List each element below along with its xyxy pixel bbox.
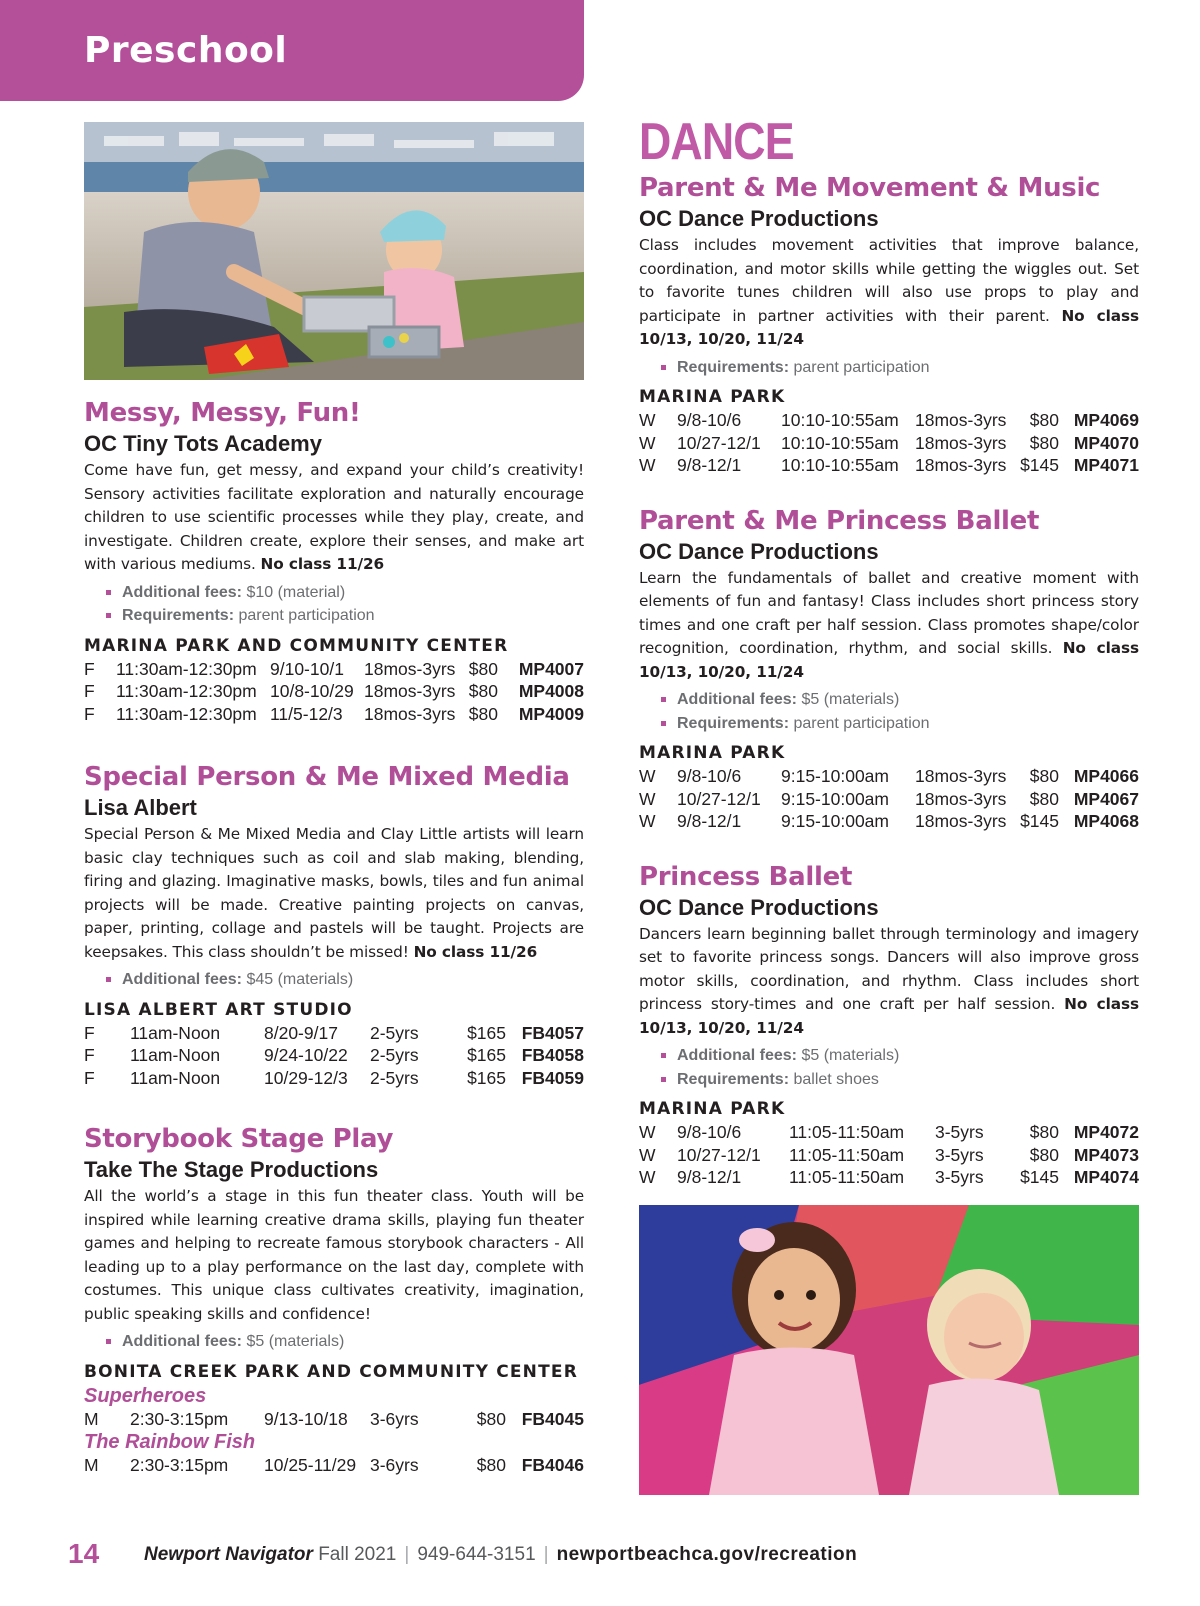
photo-ballet-toddlers xyxy=(639,1205,1139,1495)
requirements xyxy=(639,712,1139,736)
schedule-col2: 11am-Noon xyxy=(130,1067,221,1088)
description-text: Special Person & Me Mixed Media and Clay Little artists will learn basic clay techniques such as coil and slab making, blending, firing and glazing. Imaginative masks, bowls, tiles and fun animal projects will be made. Creative painting projects on canvas, paper, printing, collage and pastels will be taught. Projects are keepsakes. This class shouldn’t be missed! xyxy=(84,825,584,961)
separator: | xyxy=(404,1544,410,1565)
requirements-value: parent participation xyxy=(234,607,375,624)
schedule-course-code: MP4071 xyxy=(1073,455,1139,475)
schedule-col3: 11:05-11:50am xyxy=(789,1122,905,1142)
schedule-price: $145 xyxy=(1020,455,1059,475)
schedule-col2: 11:30am-12:30pm xyxy=(116,658,257,679)
schedule-course-code: MP4009 xyxy=(518,703,584,724)
separator: | xyxy=(543,1544,549,1565)
schedule-age: 18mos-3yrs xyxy=(915,455,1007,475)
schedule-price: $165 xyxy=(467,1022,506,1043)
additional-fees xyxy=(84,968,584,992)
no-class-note: No class 11/26 xyxy=(260,555,385,573)
schedule-price: $80 xyxy=(468,681,498,701)
schedule-day: F xyxy=(84,1022,95,1043)
schedule-course-code: MP4068 xyxy=(1073,811,1139,831)
schedule-row xyxy=(639,788,1139,811)
class-provider: OC Tiny Tots Academy xyxy=(84,431,322,456)
location-heading: MARINA PARK AND COMMUNITY CENTER xyxy=(84,635,509,656)
schedule-table xyxy=(84,658,584,726)
class-special-person-mixed-media xyxy=(84,761,584,1089)
location-heading: LISA ALBERT ART STUDIO xyxy=(84,999,353,1020)
schedule-price: $165 xyxy=(467,1067,506,1088)
schedule-age: 18mos-3yrs xyxy=(364,658,456,679)
description-text: Class includes movement activities that improve balance, coordination, and motor skills while getting the wiggles out. Set to favorite tunes children will also use props to play and participate in partner activities with their parent. xyxy=(639,236,1139,325)
schedule-row xyxy=(639,1144,1139,1167)
fees-value: $5 (materials) xyxy=(242,1333,345,1350)
session-title-superheroes: Superheroes xyxy=(84,1384,207,1407)
schedule-price: $80 xyxy=(1029,1122,1059,1142)
schedule-age: 2-5yrs xyxy=(370,1045,419,1065)
class-title: Special Person & Me Mixed Media xyxy=(84,762,570,792)
schedule-col2: 2:30-3:15pm xyxy=(130,1455,229,1475)
left-column xyxy=(84,122,584,1477)
fees-value: $10 (material) xyxy=(242,583,346,601)
schedule-course-code: MP4072 xyxy=(1073,1122,1139,1142)
fees-value: $5 (materials) xyxy=(797,1047,900,1064)
schedule-age: 3-6yrs xyxy=(370,1408,419,1429)
schedule-col3: 9/24-10/22 xyxy=(264,1045,348,1065)
footer-info xyxy=(144,1544,857,1566)
schedule-age: 18mos-3yrs xyxy=(915,788,1007,809)
dance-heading: DANCE xyxy=(639,113,794,171)
schedule-col2: 10/27-12/1 xyxy=(677,1144,761,1165)
class-details xyxy=(84,968,584,992)
class-provider: OC Dance Productions xyxy=(639,894,879,920)
class-description xyxy=(84,459,584,577)
photo-illustration xyxy=(84,122,584,380)
no-class-note: No class 10/13, 10/20, 11/24 xyxy=(639,306,1139,348)
schedule-col3: 9:15-10:00am xyxy=(781,788,889,809)
class-provider: Take The Stage Productions xyxy=(84,1157,379,1182)
schedule-course-code: MP4070 xyxy=(1073,432,1139,453)
schedule-col3: 11:05-11:50am xyxy=(789,1167,905,1187)
schedule-col3: 9/13-10/18 xyxy=(264,1408,348,1429)
class-provider: OC Dance Productions xyxy=(639,538,879,564)
class-princess-ballet xyxy=(639,861,1139,1189)
schedule-table xyxy=(639,1121,1139,1189)
schedule-table xyxy=(639,409,1139,477)
schedule-row xyxy=(639,409,1139,432)
schedule-day: W xyxy=(639,410,656,430)
schedule-col2: 2:30-3:15pm xyxy=(130,1408,229,1429)
class-details xyxy=(84,581,584,628)
schedule-row xyxy=(639,765,1139,788)
schedule-col3: 9/10-10/1 xyxy=(270,658,344,679)
requirements-value: parent participation xyxy=(789,358,930,376)
class-details xyxy=(639,356,1139,380)
class-description xyxy=(639,234,1139,352)
schedule-row xyxy=(639,432,1139,455)
schedule-col2: 9/8-12/1 xyxy=(677,455,742,475)
schedule-age: 3-5yrs xyxy=(935,1144,984,1165)
schedule-col3: 11:05-11:50am xyxy=(789,1144,905,1165)
schedule-col3: 10:10-10:55am xyxy=(781,455,899,475)
publication-season: Fall 2021 xyxy=(312,1544,397,1565)
schedule-col2: 10/27-12/1 xyxy=(677,432,761,453)
fees-label: Additional fees: xyxy=(677,1047,798,1064)
schedule-row xyxy=(84,1454,584,1477)
schedule-day: M xyxy=(84,1408,99,1429)
location-heading: MARINA PARK xyxy=(639,743,786,763)
schedule-day: W xyxy=(639,811,656,831)
class-details xyxy=(639,1044,1139,1091)
schedule-price: $80 xyxy=(1029,432,1059,453)
schedule-col3: 10/25-11/29 xyxy=(264,1455,357,1475)
schedule-col2: 11:30am-12:30pm xyxy=(116,703,257,724)
schedule-day: F xyxy=(84,1045,95,1065)
schedule-age: 2-5yrs xyxy=(370,1067,419,1088)
additional-fees xyxy=(84,1330,584,1354)
description-text: Learn the fundamentals of ballet and creative moment with elements of fun and fantasy! Class includes short princess story times and one craft per half session. Class promotes shape/color recognition, coordination, rhythm, and social skills. xyxy=(639,568,1139,657)
schedule-age: 18mos-3yrs xyxy=(364,681,456,701)
schedule-price: $80 xyxy=(476,1455,506,1475)
schedule-age: 18mos-3yrs xyxy=(915,766,1007,786)
schedule-day: F xyxy=(84,681,95,701)
photo-illustration xyxy=(639,1205,1139,1495)
requirements xyxy=(84,604,584,628)
fees-label: Additional fees: xyxy=(122,1333,243,1350)
schedule-col2: 11:30am-12:30pm xyxy=(116,681,257,701)
class-provider: OC Dance Productions xyxy=(639,206,879,231)
schedule-col3: 9:15-10:00am xyxy=(781,766,889,786)
additional-fees xyxy=(639,1044,1139,1068)
schedule-course-code: MP4067 xyxy=(1073,788,1139,809)
schedule-day: W xyxy=(639,788,656,809)
schedule-age: 3-5yrs xyxy=(935,1167,984,1187)
no-class-note: No class 10/13, 10/20, 11/24 xyxy=(639,995,1139,1037)
class-storybook-stage-play xyxy=(84,1123,584,1477)
schedule-price: $80 xyxy=(1029,766,1059,786)
schedule-day: F xyxy=(84,1067,95,1088)
class-description: All the world’s a stage in this fun theater class. Youth will be inspired while learning creative drama skills, playing fun theater games and helping to recreate famous storybook characters - All leading up to a play performance on the last day, complete with costumes. This unique class cultivates creativity, imagination, public speaking skills and confidence! xyxy=(84,1187,584,1323)
no-class-note: No class 10/13, 10/20, 11/24 xyxy=(639,639,1140,681)
schedule-price: $145 xyxy=(1020,811,1059,831)
class-parent-princess-ballet xyxy=(639,505,1139,833)
schedule-age: 3-5yrs xyxy=(935,1122,984,1142)
schedule-course-code: FB4046 xyxy=(521,1455,584,1475)
schedule-row xyxy=(84,1067,584,1090)
fees-value: $45 (materials) xyxy=(242,971,354,988)
schedule-age: 2-5yrs xyxy=(370,1022,419,1043)
class-messy-messy-fun xyxy=(84,397,584,725)
schedule-col2: 9/8-10/6 xyxy=(677,1122,742,1142)
schedule-course-code: MP4069 xyxy=(1073,410,1139,430)
schedule-row xyxy=(84,1044,584,1067)
schedule-course-code: MP4066 xyxy=(1073,766,1139,786)
schedule-day: W xyxy=(639,1167,656,1187)
section-header-tab xyxy=(0,0,584,101)
schedule-col2: 10/27-12/1 xyxy=(677,788,761,809)
schedule-col2: 11am-Noon xyxy=(130,1022,221,1043)
additional-fees xyxy=(639,688,1139,712)
schedule-row xyxy=(84,1022,584,1045)
additional-fees xyxy=(84,581,584,605)
schedule-col3: 10/29-12/3 xyxy=(264,1067,348,1088)
schedule-course-code: MP4007 xyxy=(518,658,584,679)
schedule-course-code: FB4045 xyxy=(521,1408,584,1429)
class-title: Storybook Stage Play xyxy=(84,1124,394,1154)
schedule-price: $80 xyxy=(468,658,498,679)
location-heading: BONITA CREEK PARK AND COMMUNITY CENTER xyxy=(84,1361,579,1382)
schedule-col3: 10/8-10/29 xyxy=(270,681,354,701)
schedule-table xyxy=(84,1408,584,1431)
schedule-day: W xyxy=(639,432,656,453)
schedule-row xyxy=(639,1121,1139,1144)
photo-messy-play xyxy=(84,122,584,380)
schedule-price: $80 xyxy=(468,703,498,724)
fees-label: Additional fees: xyxy=(122,583,243,601)
schedule-course-code: FB4057 xyxy=(521,1022,584,1043)
schedule-row xyxy=(639,454,1139,477)
no-class-note: No class 11/26 xyxy=(413,942,538,961)
schedule-col2: 9/8-10/6 xyxy=(677,766,742,786)
schedule-price: $80 xyxy=(476,1408,506,1429)
class-details xyxy=(639,688,1139,735)
schedule-row xyxy=(84,680,584,703)
page-footer xyxy=(68,1538,1168,1574)
schedule-course-code: FB4058 xyxy=(521,1045,584,1065)
schedule-day: W xyxy=(639,1144,656,1165)
schedule-price: $165 xyxy=(467,1045,506,1065)
schedule-day: W xyxy=(639,455,656,475)
location-heading: MARINA PARK xyxy=(639,1099,786,1119)
session-title-rainbow-fish: The Rainbow Fish xyxy=(84,1431,256,1453)
class-description xyxy=(84,823,584,964)
schedule-day: W xyxy=(639,766,656,786)
fees-label: Additional fees: xyxy=(122,971,243,988)
schedule-day: F xyxy=(84,703,95,724)
section-title: Preschool xyxy=(84,30,288,71)
schedule-col2: 11am-Noon xyxy=(130,1045,221,1065)
requirements-value: ballet shoes xyxy=(789,1070,879,1088)
fees-value: $5 (materials) xyxy=(797,691,900,708)
schedule-price: $80 xyxy=(1029,410,1059,430)
schedule-row xyxy=(639,810,1139,833)
class-description xyxy=(639,567,1139,685)
schedule-course-code: MP4008 xyxy=(518,681,584,701)
schedule-age: 18mos-3yrs xyxy=(364,703,456,724)
class-title: Messy, Messy, Fun! xyxy=(84,398,361,428)
requirements-value: parent participation xyxy=(789,714,930,732)
description-text: Come have fun, get messy, and expand your child’s creativity! Sensory activities facilitate exploration and naturally encourage children to use scientific processes while they play, create, and investigate. Children create, explore their senses, and make art with various mediums. xyxy=(84,461,584,573)
schedule-table xyxy=(84,1454,584,1477)
schedule-course-code: MP4074 xyxy=(1073,1167,1139,1187)
schedule-course-code: FB4059 xyxy=(521,1067,584,1088)
class-title: Parent & Me Movement & Music xyxy=(639,173,1101,203)
right-column xyxy=(639,114,1139,1495)
schedule-age: 3-6yrs xyxy=(370,1455,419,1475)
schedule-col2: 9/8-10/6 xyxy=(677,410,742,430)
class-provider: Lisa Albert xyxy=(84,795,197,820)
schedule-price: $145 xyxy=(1020,1167,1059,1187)
schedule-day: M xyxy=(84,1455,99,1475)
schedule-price: $80 xyxy=(1029,1144,1059,1165)
requirements xyxy=(639,1068,1139,1092)
schedule-row xyxy=(84,658,584,681)
publication-name: Newport Navigator xyxy=(144,1544,313,1565)
schedule-col3: 10:10-10:55am xyxy=(781,410,899,430)
requirements-label: Requirements: xyxy=(677,1070,790,1088)
class-title: Princess Ballet xyxy=(639,861,853,892)
website-link[interactable]: newportbeachca.gov/recreation xyxy=(556,1544,858,1565)
schedule-course-code: MP4073 xyxy=(1073,1144,1139,1165)
schedule-day: F xyxy=(84,658,95,679)
schedule-age: 18mos-3yrs xyxy=(915,432,1007,453)
schedule-table xyxy=(84,1022,584,1090)
schedule-col3: 9:15-10:00am xyxy=(781,811,889,831)
schedule-age: 18mos-3yrs xyxy=(915,410,1007,430)
schedule-row xyxy=(84,703,584,726)
class-movement-music xyxy=(639,172,1139,477)
schedule-col3: 10:10-10:55am xyxy=(781,432,899,453)
requirements-label: Requirements: xyxy=(122,607,235,624)
schedule-price: $80 xyxy=(1029,788,1059,809)
schedule-col2: 9/8-12/1 xyxy=(677,1167,742,1187)
schedule-col3: 11/5-12/3 xyxy=(270,703,343,724)
page-number: 14 xyxy=(68,1538,100,1569)
schedule-row xyxy=(639,1166,1139,1189)
requirements xyxy=(639,356,1139,380)
schedule-age: 18mos-3yrs xyxy=(915,811,1007,831)
class-title: Parent & Me Princess Ballet xyxy=(639,505,1040,536)
requirements-label: Requirements: xyxy=(677,714,790,732)
class-details xyxy=(84,1330,584,1354)
location-heading: MARINA PARK xyxy=(639,387,786,407)
requirements-label: Requirements: xyxy=(677,358,790,376)
schedule-table xyxy=(639,765,1139,833)
phone-number: 949-644-3151 xyxy=(417,1544,536,1565)
schedule-col3: 8/20-9/17 xyxy=(264,1022,338,1043)
class-description xyxy=(639,923,1139,1041)
fees-label: Additional fees: xyxy=(677,691,798,708)
schedule-row xyxy=(84,1408,584,1431)
description-text: Dancers learn beginning ballet through terminology and imagery set to favorite princess songs. Dancers will also improve gross motor skills, coordination, and rhythm. Class includes short princess story-times and one craft per half session. xyxy=(639,924,1139,1013)
schedule-day: W xyxy=(639,1122,656,1142)
schedule-col2: 9/8-12/1 xyxy=(677,811,742,831)
